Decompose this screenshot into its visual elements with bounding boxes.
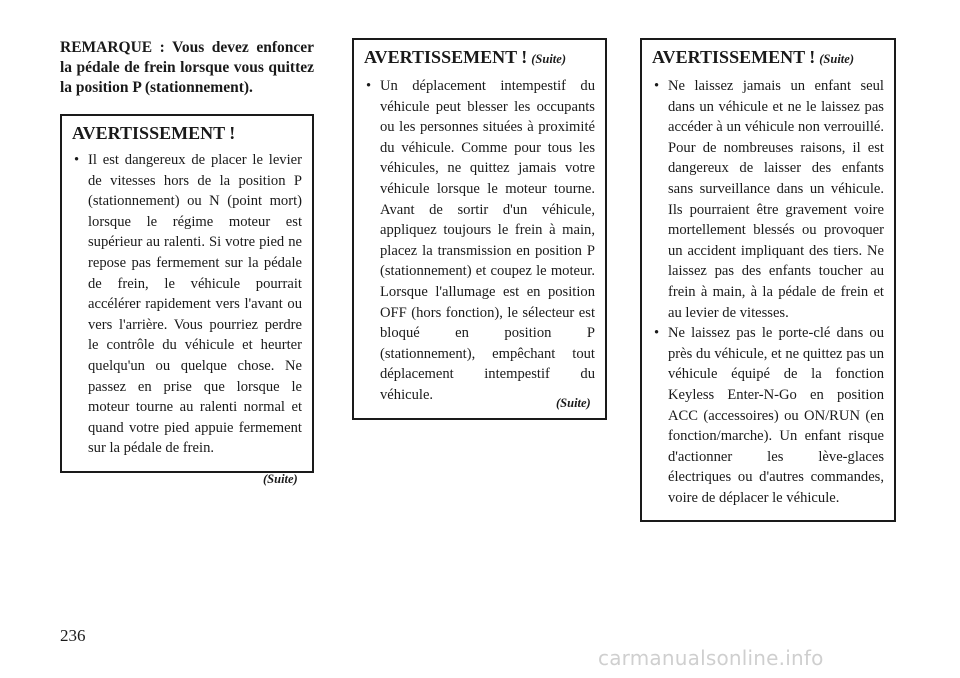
warning-list — [72, 150, 302, 459]
warning-title — [364, 46, 595, 70]
remark-note: REMARQUE : Vous devez enfoncer la pédale de frein lorsque vous quittez la position P (stationnement). — [60, 39, 314, 96]
warning-list — [364, 76, 595, 406]
continued-label-left: (Suite) — [263, 472, 298, 486]
continued-label-middle: (Suite) — [556, 396, 591, 410]
warning-title-text: AVERTISSEMENT ! — [364, 47, 528, 67]
middle-column — [352, 38, 607, 420]
warning-item: • Ne laissez pas le porte-clé dans ou près du véhicule, et ne quittez pas un véhicule équipé de la fonction Keyless Enter-N-Go en position ACC (accessoires) ou ON/RUN (en fonction/marche). Un enfant risque d'actionner les lève-glaces électriques ou d'autres commandes, voire de déplacer le véhicule. — [652, 323, 884, 508]
warning-box-right — [640, 38, 896, 522]
watermark: carmanualsonline.info — [598, 646, 824, 670]
warning-box-middle — [352, 38, 607, 420]
right-column — [640, 38, 896, 522]
warning-item: • Un déplacement intempestif du véhicule peut blesser les occupants ou les personnes situées à proximité du véhicule. Comme pour tous les véhicules, ne quittez jamais votre véhicule lorsque le moteur tourne. Avant de sortir d'un véhicule, appliquez toujours le frein à main, placez la transmission en position P (stationnement) et coupez le moteur. Lorsque l'allumage est en position OFF (hors fonction), le sélecteur est bloqué en position P (stationnement), empêchant tout déplacement intempestif du véhicule. — [364, 76, 595, 406]
page-number: 236 — [60, 626, 86, 645]
warning-title — [652, 46, 884, 70]
left-column — [60, 38, 314, 473]
warning-title-suite: (Suite) — [819, 52, 854, 66]
warning-item: • Ne laissez jamais un enfant seul dans un véhicule et ne le laissez pas accéder à un véhicule non verrouillé. Pour de nombreuses raisons, il est dangereux de laisser des enfants sans surveillance dans un véhicule. Ils pourraient être gravement voire mortellement blessés ou provoquer un accident impliquant des tiers. Ne laissez pas des enfants toucher au frein à main, à la pédale de frein et au levier de vitesses. — [652, 76, 884, 323]
warning-box-left — [60, 114, 314, 473]
warning-title-suite: (Suite) — [531, 52, 566, 66]
warning-title-text: AVERTISSEMENT ! — [72, 123, 236, 143]
warning-list — [652, 76, 884, 508]
warning-title-text: AVERTISSEMENT ! — [652, 47, 816, 67]
warning-item: • Il est dangereux de placer le levier de vitesses hors de la position P (stationnement) ou N (point mort) lorsque le régime moteur est supérieur au ralenti. Si votre pied ne repose pas fermement sur la pédale de frein, le véhicule pourrait accélérer rapidement vers l'avant ou vers l'arrière. Vous pourriez perdre le contrôle du véhicule et heurter quelqu'un ou quelque chose. Ne passez en prise que lorsque le moteur tourne au ralenti normal et quand votre pied appuie fermement sur la pédale de frein. — [72, 150, 302, 459]
warning-title — [72, 122, 302, 144]
